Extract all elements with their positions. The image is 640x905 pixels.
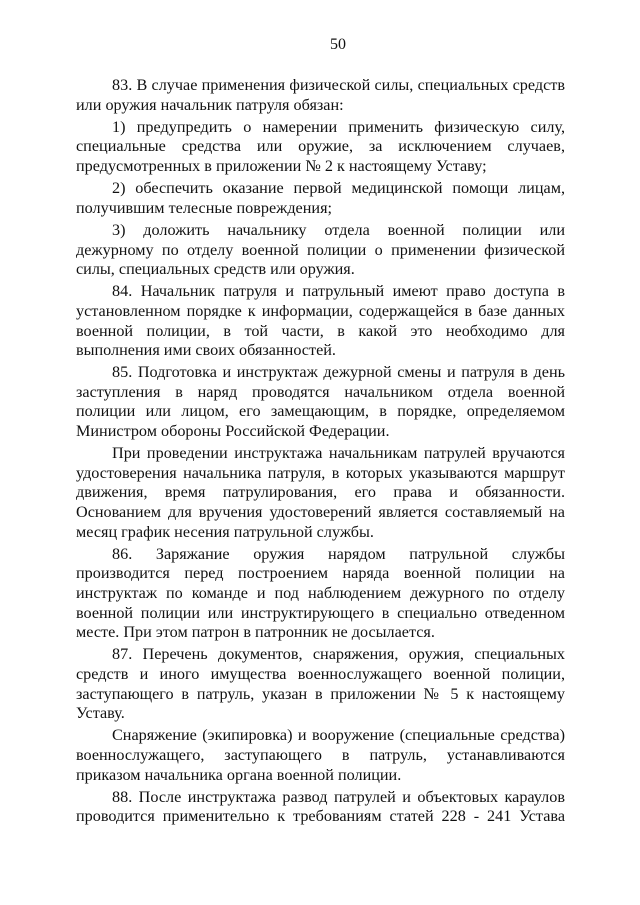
text-line: заступающего в патруль, указан в приложении № 5 к настоящему [76,684,565,703]
text-line: военной полиции или инструктирующего в специально отведенном [76,603,565,622]
text-line: 86. Заряжание оружия нарядом патрульной службы [112,544,565,563]
document-body [76,76,565,830]
text-line: месте. При этом патрон в патронник не досылается. [76,623,435,642]
text-line: 83. В случае применения физической силы, специальных средств [112,76,565,94]
text-line: удостоверения начальника патруля, в которых указываются маршрут [76,463,565,482]
text-line: Основанием для вручения удостоверений является составляемый на [76,503,565,522]
text-line: Уставу. [76,704,125,723]
paragraph [76,76,565,115]
paragraph [76,444,565,542]
text-line: специальные средства или оружие, за исключением случаев, [76,137,565,156]
text-line: военнослужащего, заступающего в патруль, устанавливаются [76,745,565,764]
paragraph [76,221,565,280]
text-line: установленном порядке к информации, содержащейся в базе данных [76,301,565,320]
text-line: заступления в наряд проводятся начальником отдела военной [76,382,565,401]
paragraph [76,545,565,643]
text-line: При проведении инструктажа начальникам патрулей вручаются [112,444,565,463]
text-line: 3) доложить начальнику отдела военной полиции или [112,220,565,239]
text-line: получившим телесные повреждения; [76,198,333,217]
text-line: предусмотренных в приложении № 2 к настоящему Уставу; [76,156,487,175]
text-line: полиции или лицом, его замещающим, в порядке, определяемом [76,402,565,421]
paragraph [76,282,565,360]
text-line: 2) обеспечить оказание первой медицинской помощи лицам, [112,179,565,198]
text-line: Снаряжение (экипировка) и вооружение (специальные средства) [112,726,565,745]
paragraph [76,118,565,177]
text-line: дежурному по отделу военной полиции о применении физической [76,240,565,259]
text-line: или оружия начальник патруля обязан: [76,95,344,114]
text-line: 88. После инструктажа развод патрулей и объектовых караулов [112,787,565,806]
text-line: месяц график несения патрульной службы. [76,522,374,541]
text-line: приказом начальника органа военной полиции. [76,765,402,784]
text-line: военной полиции, в той части, в какой это необходимо для [76,321,565,340]
text-line: производится перед построением наряда военной полиции на [76,564,565,583]
paragraph [76,726,565,785]
text-line: 87. Перечень документов, снаряжения, оружия, специальных [112,645,565,664]
text-line: 1) предупредить о намерении применить физическую силу, [112,117,565,136]
page-number: 50 [330,36,346,53]
text-line: движения, время патрулирования, его права и обязанности. [76,483,565,502]
text-line: 84. Начальник патруля и патрульный имеют право доступа в [112,282,565,301]
paragraph [76,363,565,441]
text-line: силы, специальных средств или оружия. [76,260,355,279]
paragraph [76,788,565,827]
text-line: инструктаж по команде и под наблюдением дежурного по отделу [76,584,565,602]
text-line: 85. Подготовка и инструктаж дежурной смены и патруля в день [112,363,565,382]
text-line: проводится применительно к требованиям статей 228 - 241 Устава [76,807,565,826]
text-line: выполнения ими своих обязанностей. [76,341,336,360]
text-line: средств и иного имущества военнослужащего военной полиции, [76,664,565,683]
paragraph [76,179,565,218]
text-line: Министром обороны Российской Федерации. [76,422,390,441]
paragraph [76,645,565,723]
